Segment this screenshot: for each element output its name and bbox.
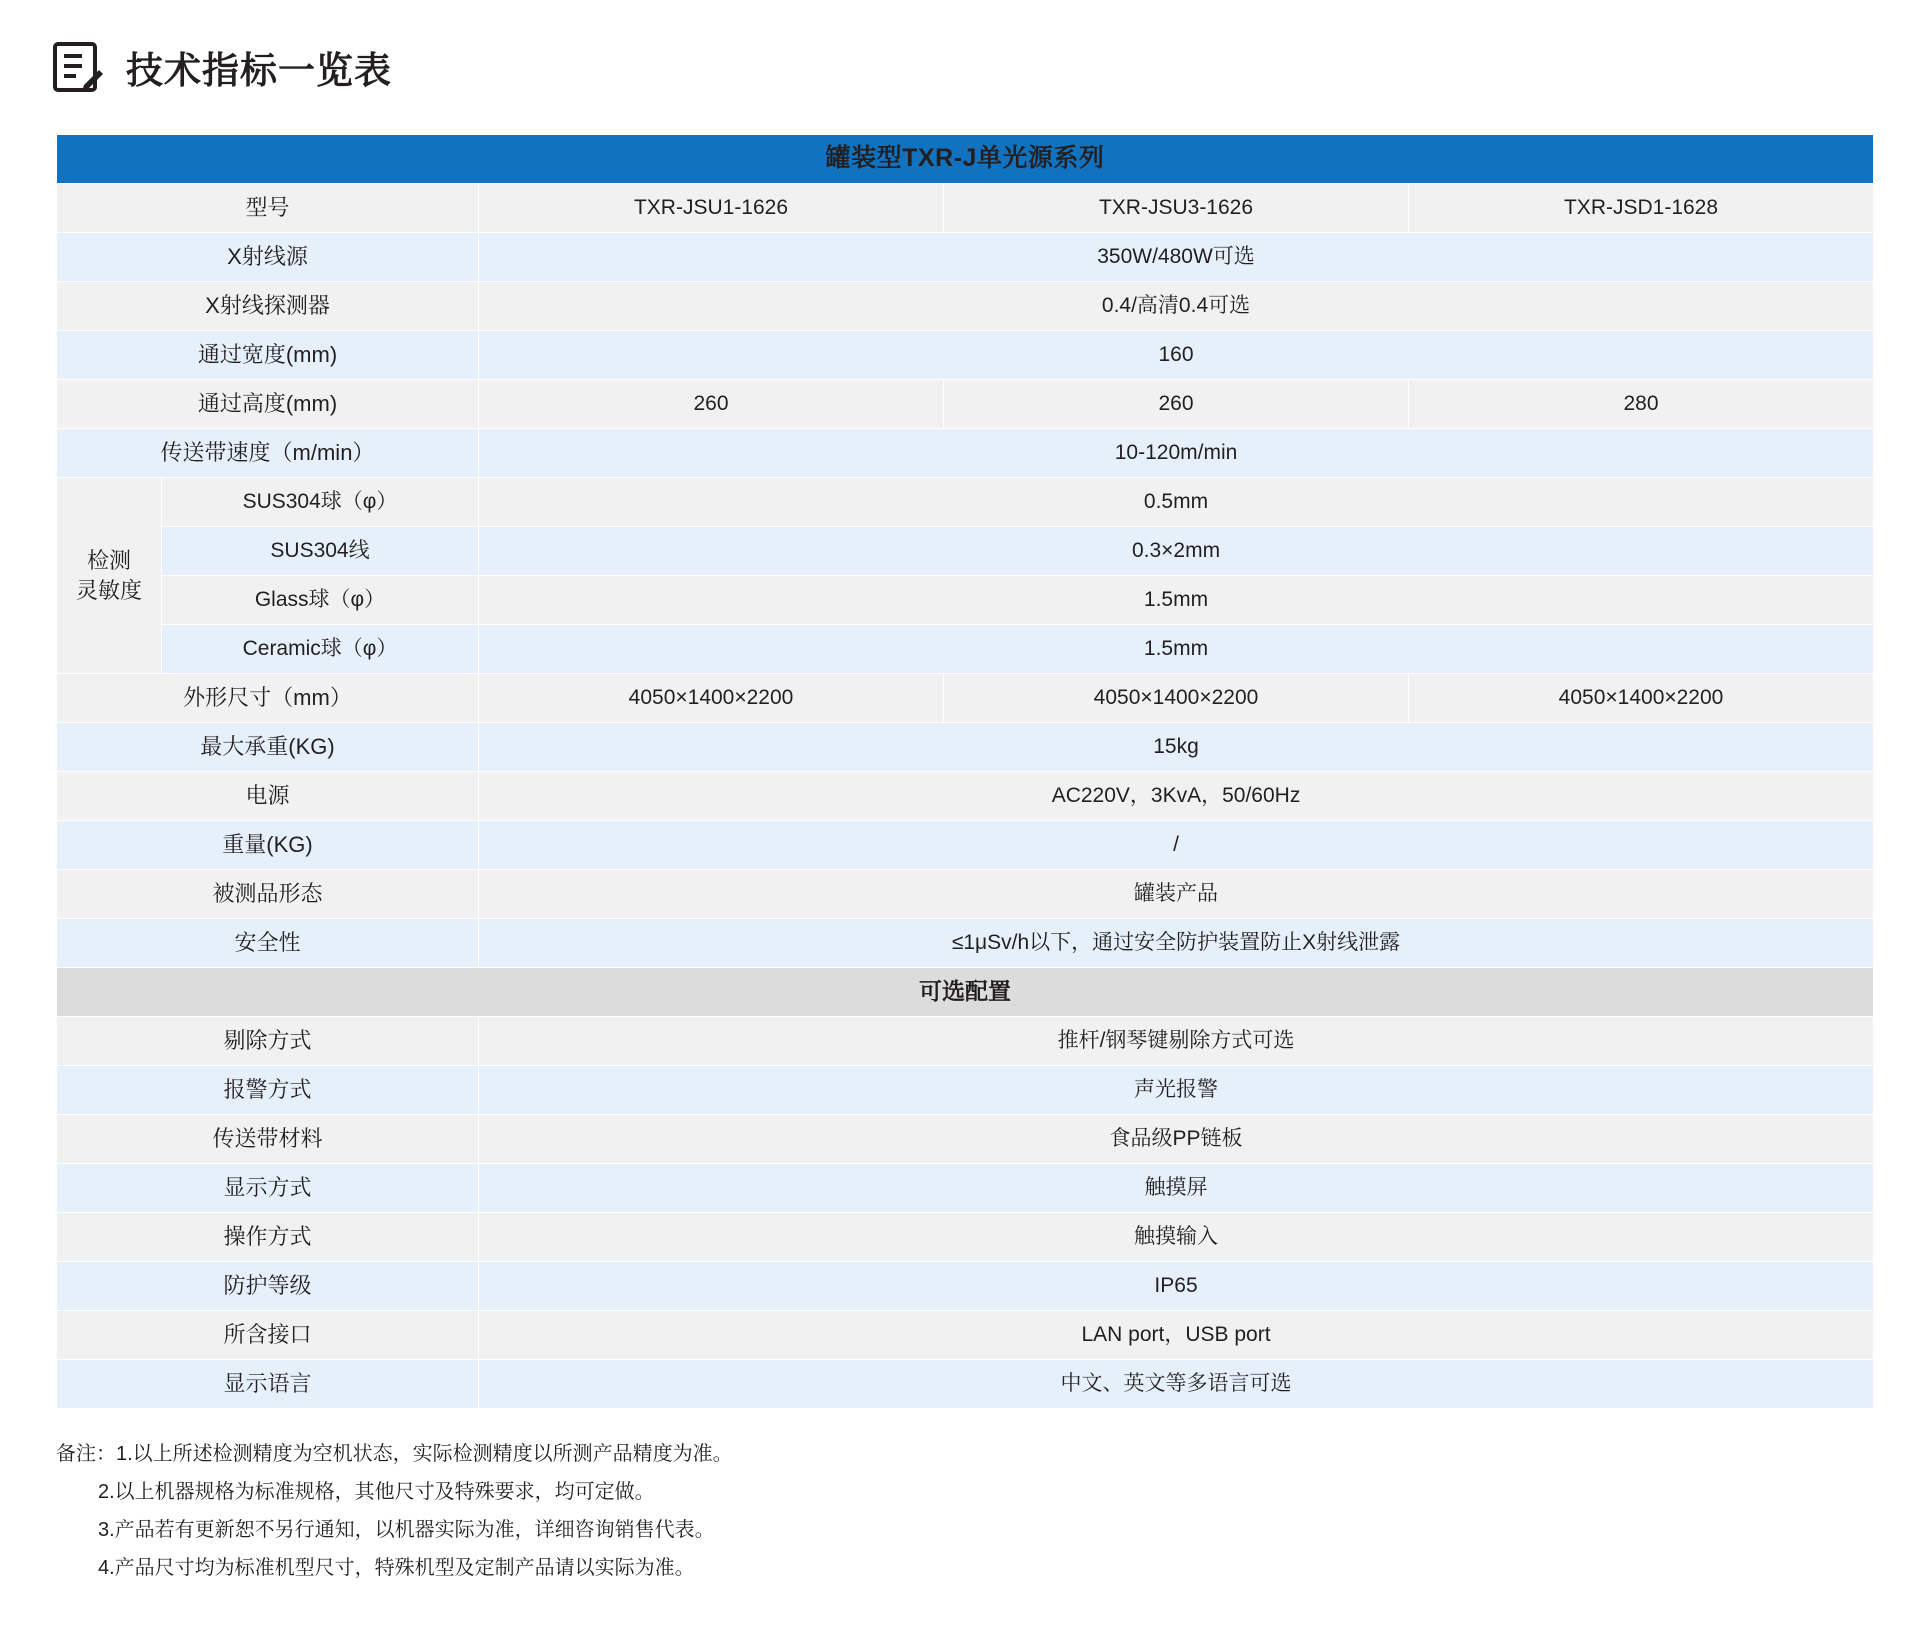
cell-weight: / <box>479 821 1874 870</box>
row-label-display-mode: 显示方式 <box>57 1164 479 1213</box>
row-label-detector: X射线探测器 <box>57 282 479 331</box>
table-row <box>57 772 1874 821</box>
spec-table-wrapper <box>56 134 1873 1409</box>
table-row <box>57 527 1874 576</box>
table-row <box>57 723 1874 772</box>
table-row <box>57 821 1874 870</box>
cell-model-2: TXR-JSU3-1626 <box>944 184 1409 233</box>
cell-dimensions-1: 4050×1400×2200 <box>479 674 944 723</box>
table-row <box>57 625 1874 674</box>
row-label-pass-width: 通过宽度(mm) <box>57 331 479 380</box>
cell-detector: 0.4/高清0.4可选 <box>479 282 1874 331</box>
cell-pass-height-2: 260 <box>944 380 1409 429</box>
row-label-display-language: 显示语言 <box>57 1360 479 1409</box>
row-label-glass-ball: Glass球（φ） <box>162 576 479 625</box>
note-line-4: 4.产品尺寸均为标准机型尺寸，特殊机型及定制产品请以实际为准。 <box>98 1557 695 1579</box>
table-row <box>57 184 1874 233</box>
row-label-sus304-wire: SUS304线 <box>162 527 479 576</box>
note-line-3: 3.产品若有更新恕不另行通知，以机器实际为准，详细咨询销售代表。 <box>98 1519 715 1541</box>
row-label-alarm-mode: 报警方式 <box>57 1066 479 1115</box>
row-label-operation-mode: 操作方式 <box>57 1213 479 1262</box>
cell-reject-mode: 推杆/钢琴键剔除方式可选 <box>479 1017 1874 1066</box>
cell-max-load: 15kg <box>479 723 1874 772</box>
table-title-row <box>57 135 1874 184</box>
row-label-pass-height: 通过高度(mm) <box>57 380 479 429</box>
page-title: 技术指标一览表 <box>126 50 392 91</box>
table-row <box>57 233 1874 282</box>
table-row <box>57 576 1874 625</box>
table-row <box>57 1164 1874 1213</box>
table-row <box>57 1066 1874 1115</box>
cell-dimensions-3: 4050×1400×2200 <box>1409 674 1874 723</box>
row-label-dimensions: 外形尺寸（mm） <box>57 674 479 723</box>
cell-belt-material: 食品级PP链板 <box>479 1115 1874 1164</box>
row-label-model: 型号 <box>57 184 479 233</box>
row-label-product-form: 被测品形态 <box>57 870 479 919</box>
table-section-row <box>57 968 1874 1017</box>
row-label-reject-mode: 剔除方式 <box>57 1017 479 1066</box>
table-row <box>57 1262 1874 1311</box>
table-row <box>57 870 1874 919</box>
sensitivity-label-line2: 灵敏度 <box>75 577 142 603</box>
table-row <box>57 674 1874 723</box>
table-row <box>57 1213 1874 1262</box>
cell-pass-width: 160 <box>479 331 1874 380</box>
notes-block <box>56 1435 1929 1587</box>
document-list-icon <box>52 41 104 93</box>
row-label-belt-material: 传送带材料 <box>57 1115 479 1164</box>
row-label-ceramic-ball: Ceramic球（φ） <box>162 625 479 674</box>
row-label-max-load: 最大承重(KG) <box>57 723 479 772</box>
row-label-safety: 安全性 <box>57 919 479 968</box>
table-row <box>57 1311 1874 1360</box>
table-row <box>57 919 1874 968</box>
cell-pass-height-1: 260 <box>479 380 944 429</box>
cell-sus304-ball: 0.5mm <box>479 478 1874 527</box>
table-row <box>57 1115 1874 1164</box>
page-header <box>0 0 1929 96</box>
cell-belt-speed: 10-120m/min <box>479 429 1874 478</box>
cell-model-3: TXR-JSD1-1628 <box>1409 184 1874 233</box>
row-label-interfaces: 所含接口 <box>57 1311 479 1360</box>
cell-pass-height-3: 280 <box>1409 380 1874 429</box>
cell-safety: ≤1μSv/h以下，通过安全防护装置防止X射线泄露 <box>479 919 1874 968</box>
row-label-power: 电源 <box>57 772 479 821</box>
sensitivity-label-line1: 检测 <box>86 547 131 573</box>
cell-glass-ball: 1.5mm <box>479 576 1874 625</box>
table-title: 罐装型TXR-J单光源系列 <box>57 135 1874 184</box>
cell-power: AC220V，3KvA，50/60Hz <box>479 772 1874 821</box>
note-line-1: 备注：1.以上所述检测精度为空机状态，实际检测精度以所测产品精度为准。 <box>56 1443 733 1465</box>
cell-model-1: TXR-JSU1-1626 <box>479 184 944 233</box>
table-row <box>57 380 1874 429</box>
row-label-sus304-ball: SUS304球（φ） <box>162 478 479 527</box>
cell-protection-level: IP65 <box>479 1262 1874 1311</box>
cell-alarm-mode: 声光报警 <box>479 1066 1874 1115</box>
row-label-protection-level: 防护等级 <box>57 1262 479 1311</box>
row-label-xray-source: X射线源 <box>57 233 479 282</box>
note-line-2: 2.以上机器规格为标准规格，其他尺寸及特殊要求，均可定做。 <box>98 1481 655 1503</box>
cell-xray-source: 350W/480W可选 <box>479 233 1874 282</box>
table-row <box>57 478 1874 527</box>
spec-table <box>56 134 1874 1409</box>
table-row <box>57 282 1874 331</box>
cell-display-mode: 触摸屏 <box>479 1164 1874 1213</box>
section-title-optional: 可选配置 <box>57 968 1874 1017</box>
cell-interfaces: LAN port，USB port <box>479 1311 1874 1360</box>
cell-dimensions-2: 4050×1400×2200 <box>944 674 1409 723</box>
cell-operation-mode: 触摸输入 <box>479 1213 1874 1262</box>
row-label-sensitivity-group <box>57 478 162 674</box>
table-row <box>57 1360 1874 1409</box>
cell-display-language: 中文、英文等多语言可选 <box>479 1360 1874 1409</box>
row-label-belt-speed: 传送带速度（m/min） <box>57 429 479 478</box>
table-row <box>57 1017 1874 1066</box>
table-row <box>57 331 1874 380</box>
row-label-weight: 重量(KG) <box>57 821 479 870</box>
cell-sus304-wire: 0.3×2mm <box>479 527 1874 576</box>
cell-ceramic-ball: 1.5mm <box>479 625 1874 674</box>
table-row <box>57 429 1874 478</box>
cell-product-form: 罐装产品 <box>479 870 1874 919</box>
